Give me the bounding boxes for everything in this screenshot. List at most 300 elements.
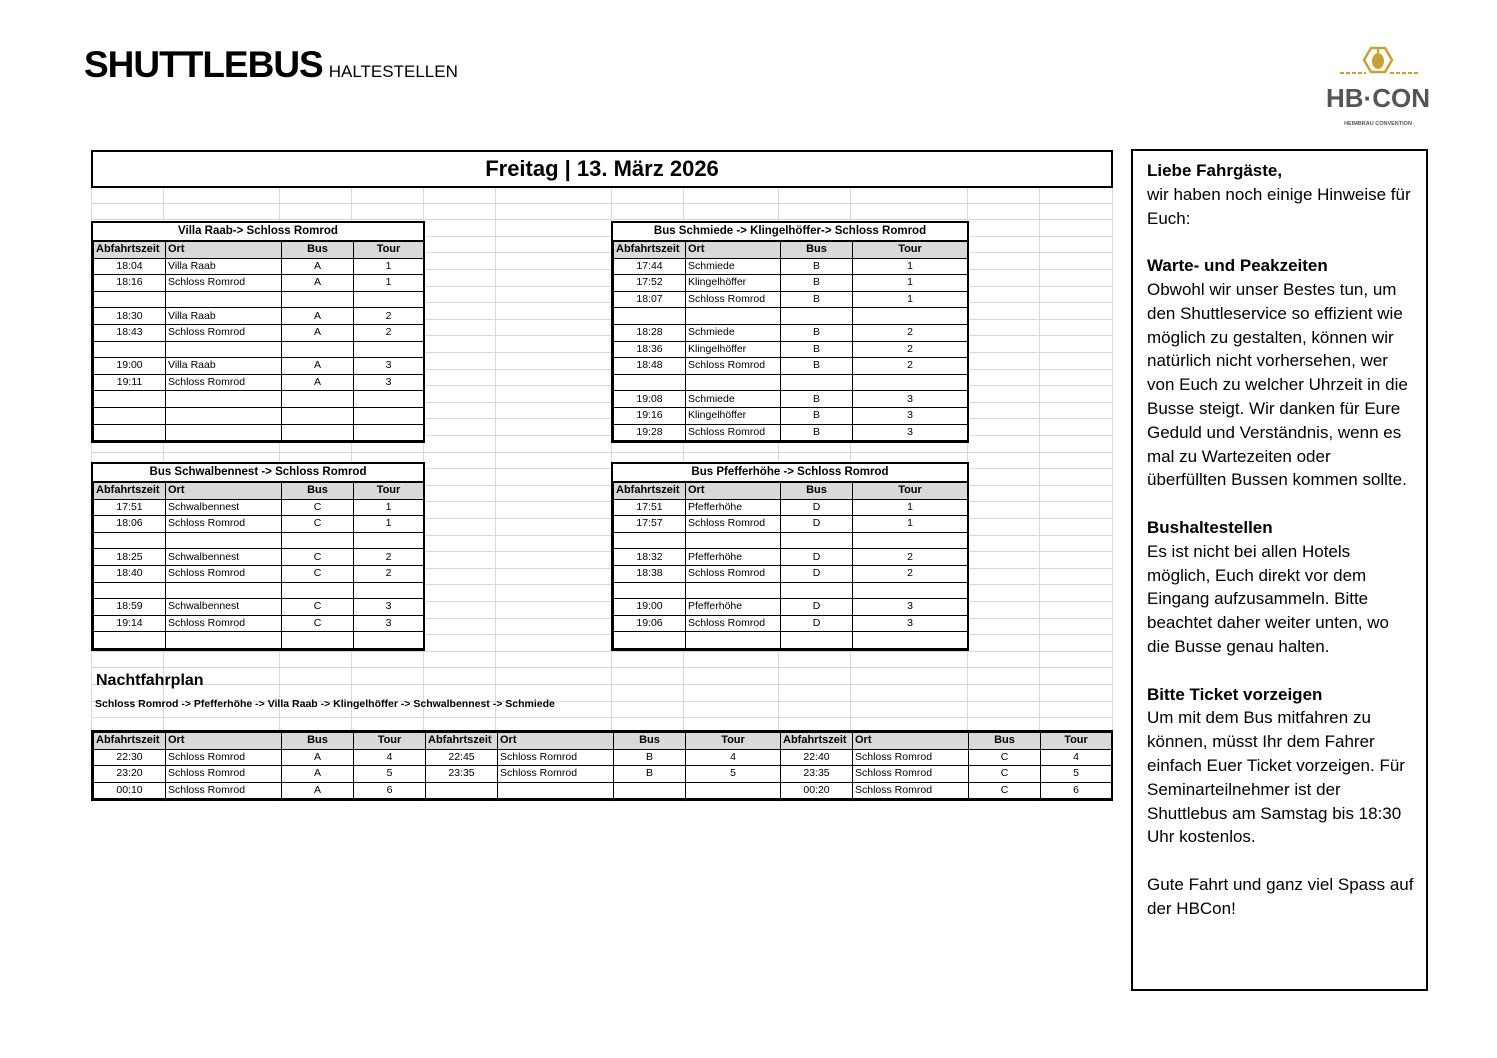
cell-bus: [781, 582, 853, 599]
table-row: [94, 374, 424, 391]
cell-place: [686, 308, 781, 325]
cell-time: 18:28: [614, 324, 686, 341]
cell-tour: 4: [1041, 749, 1112, 766]
logo-tagline: HEIMBRAU CONVENTION: [1344, 121, 1412, 127]
col-ort: Ort: [686, 242, 781, 259]
cell-place: Schloss Romrod: [498, 749, 614, 766]
cell-time: 18:04: [94, 258, 166, 275]
cell-time: 18:43: [94, 324, 166, 341]
table-title: Bus Schmiede -> Klingelhöffer-> Schloss Romrod: [613, 223, 967, 241]
cell-tour: [853, 532, 968, 549]
cell-place: Schmiede: [686, 391, 781, 408]
table-row: [614, 615, 968, 632]
col-bus: Bus: [781, 483, 853, 500]
table-row: [94, 582, 424, 599]
table-row: [94, 599, 424, 616]
col-abfahrtszeit: Abfahrtszeit: [94, 483, 166, 500]
table-title: Villa Raab-> Schloss Romrod: [93, 223, 423, 241]
col-bus: Bus: [969, 733, 1041, 750]
notes-text-wait: Obwohl wir unser Bestes tun, um den Shuttleservice so effizient wie möglich zu gestalten, können wir natürlich nicht vorhersehen, wer von Euch zu welcher Uhrzeit in die Busse steigt. Wir danken für Eure Geduld und Verständnis, wenn es mal zu Wartezeiten oder überfüllten Bussen kommen sollte.: [1147, 279, 1408, 490]
grid-line: [1112, 150, 1113, 802]
cell-bus: [781, 308, 853, 325]
cell-bus: C: [282, 549, 354, 566]
cell-tour: 3: [853, 391, 968, 408]
cell-bus: B: [781, 258, 853, 275]
table-row: [94, 516, 424, 533]
cell-bus: B: [781, 341, 853, 358]
cell-time: 17:51: [614, 499, 686, 516]
cell-tour: [853, 632, 968, 649]
cell-place: [686, 582, 781, 599]
table-row: [94, 358, 424, 375]
table-header-row: [94, 733, 1112, 750]
cell-time: 22:30: [94, 749, 166, 766]
cell-time: [94, 424, 166, 441]
table-row: [614, 516, 968, 533]
notes-text-stops: Es ist nicht bei allen Hotels möglich, Euch direkt vor dem Eingang aufzusammeln. Bitte beachtet daher weiter unten, wo die Busse genau halten.: [1147, 541, 1389, 656]
cell-bus: B: [781, 391, 853, 408]
cell-tour: 1: [354, 275, 424, 292]
table-row: [614, 582, 968, 599]
table-row: [614, 599, 968, 616]
cell-tour: [354, 424, 424, 441]
cell-time: 22:40: [781, 749, 853, 766]
cell-tour: 2: [853, 341, 968, 358]
table-row: [94, 782, 1112, 799]
cell-bus: D: [781, 565, 853, 582]
cell-tour: 6: [1041, 782, 1112, 799]
table-row: [614, 258, 968, 275]
cell-bus: C: [282, 599, 354, 616]
col-tour: Tour: [853, 242, 968, 259]
cell-tour: [354, 407, 424, 424]
cell-tour: 5: [1041, 766, 1112, 783]
notes-heading-wait: Warte- und Peakzeiten: [1147, 256, 1328, 276]
cell-time: [426, 782, 498, 799]
grid-line: [91, 717, 1113, 718]
notes-heading-stops: Bushaltestellen: [1147, 517, 1273, 537]
table-row: [614, 341, 968, 358]
cell-bus: [282, 632, 354, 649]
table-header-row: [614, 242, 968, 259]
col-tour: Tour: [1041, 733, 1112, 750]
cell-tour: [853, 308, 968, 325]
cell-time: 23:20: [94, 766, 166, 783]
grid-line: [91, 667, 1113, 668]
cell-place: Klingelhöffer: [686, 407, 781, 424]
passenger-notes: [1131, 149, 1428, 991]
cell-time: 18:38: [614, 565, 686, 582]
cell-place: Schloss Romrod: [686, 516, 781, 533]
cell-tour: 3: [354, 374, 424, 391]
hbcon-logo: [1326, 44, 1430, 130]
cell-place: Schloss Romrod: [686, 358, 781, 375]
cell-time: 19:28: [614, 424, 686, 441]
cell-bus: B: [781, 291, 853, 308]
cell-time: 00:20: [781, 782, 853, 799]
cell-time: [94, 341, 166, 358]
table-row: [94, 749, 1112, 766]
cell-tour: 2: [853, 358, 968, 375]
table-row: [94, 291, 424, 308]
col-ort: Ort: [498, 733, 614, 750]
col-bus: Bus: [282, 483, 354, 500]
col-ort: Ort: [853, 733, 969, 750]
table-row: [614, 324, 968, 341]
cell-tour: [354, 291, 424, 308]
table-row: [614, 358, 968, 375]
cell-bus: [614, 782, 686, 799]
table-row: [614, 407, 968, 424]
cell-place: Schmiede: [686, 324, 781, 341]
cell-tour: 2: [354, 324, 424, 341]
cell-bus: C: [969, 766, 1041, 783]
cell-bus: B: [781, 407, 853, 424]
cell-place: [166, 532, 282, 549]
cell-place: Schloss Romrod: [166, 324, 282, 341]
cell-place: [686, 374, 781, 391]
cell-time: [614, 308, 686, 325]
cell-place: Schloss Romrod: [166, 766, 282, 783]
grid-line: [91, 684, 1113, 685]
cell-tour: 2: [853, 565, 968, 582]
col-abfahrtszeit: Abfahrtszeit: [614, 483, 686, 500]
schedule-table-schwalbennest: [91, 462, 425, 651]
cell-place: [166, 582, 282, 599]
table-row: [614, 308, 968, 325]
cell-time: [94, 291, 166, 308]
notes-intro: wir haben noch einige Hinweise für Euch:: [1147, 184, 1411, 228]
cell-tour: 1: [354, 499, 424, 516]
cell-bus: [282, 532, 354, 549]
cell-time: 17:52: [614, 275, 686, 292]
title-text: SHUTTLEBUS: [84, 44, 323, 85]
table-row: [614, 532, 968, 549]
schedule-table-villa-raab: [91, 221, 425, 443]
cell-bus: B: [614, 766, 686, 783]
cell-tour: 1: [853, 275, 968, 292]
day-banner: Freitag | 13. März 2026: [91, 150, 1113, 188]
cell-place: Schloss Romrod: [166, 782, 282, 799]
hop-icon: [1326, 44, 1430, 130]
cell-time: [94, 407, 166, 424]
cell-time: [94, 582, 166, 599]
cell-time: 19:00: [94, 358, 166, 375]
cell-time: [614, 632, 686, 649]
cell-place: [686, 632, 781, 649]
cell-bus: A: [282, 358, 354, 375]
cell-tour: 1: [853, 258, 968, 275]
grid-line: [91, 651, 1113, 652]
cell-tour: [686, 782, 781, 799]
cell-bus: [282, 291, 354, 308]
cell-bus: A: [282, 782, 354, 799]
cell-time: 23:35: [781, 766, 853, 783]
cell-bus: [282, 391, 354, 408]
col-tour: Tour: [354, 242, 424, 259]
cell-place: Villa Raab: [166, 358, 282, 375]
cell-time: 17:57: [614, 516, 686, 533]
table-title: Bus Schwalbennest -> Schloss Romrod: [93, 464, 423, 482]
col-tour: Tour: [354, 733, 426, 750]
cell-bus: B: [781, 424, 853, 441]
grid-line: [1039, 150, 1040, 802]
table-grid: [93, 482, 424, 649]
cell-place: Schloss Romrod: [498, 766, 614, 783]
cell-place: [166, 424, 282, 441]
cell-time: [614, 374, 686, 391]
cell-bus: B: [781, 358, 853, 375]
cell-tour: 2: [354, 549, 424, 566]
cell-tour: 3: [354, 358, 424, 375]
cell-bus: A: [282, 749, 354, 766]
col-bus: Bus: [614, 733, 686, 750]
table-title: Bus Pfefferhöhe -> Schloss Romrod: [613, 464, 967, 482]
cell-tour: 2: [853, 324, 968, 341]
cell-bus: D: [781, 599, 853, 616]
cell-place: Klingelhöffer: [686, 275, 781, 292]
cell-time: 17:44: [614, 258, 686, 275]
cell-time: 18:40: [94, 565, 166, 582]
cell-time: [614, 582, 686, 599]
cell-tour: 1: [853, 516, 968, 533]
cell-place: Klingelhöffer: [686, 341, 781, 358]
cell-bus: [781, 532, 853, 549]
cell-tour: 2: [354, 565, 424, 582]
cell-place: Pfefferhöhe: [686, 599, 781, 616]
cell-place: Schloss Romrod: [166, 374, 282, 391]
cell-tour: 5: [354, 766, 426, 783]
table-header-row: [614, 483, 968, 500]
table-row: [614, 549, 968, 566]
cell-place: Schwalbennest: [166, 599, 282, 616]
schedule-table-schmiede: [611, 221, 969, 443]
cell-tour: 6: [354, 782, 426, 799]
cell-time: 18:07: [614, 291, 686, 308]
cell-tour: [354, 532, 424, 549]
cell-tour: [853, 374, 968, 391]
cell-time: 19:14: [94, 615, 166, 632]
cell-bus: C: [282, 499, 354, 516]
col-abfahrtszeit: Abfahrtszeit: [94, 733, 166, 750]
cell-time: 19:06: [614, 615, 686, 632]
cell-place: Schwalbennest: [166, 549, 282, 566]
cell-place: [166, 407, 282, 424]
cell-time: 18:36: [614, 341, 686, 358]
table-grid: [93, 732, 1112, 799]
cell-bus: A: [282, 308, 354, 325]
cell-time: 18:06: [94, 516, 166, 533]
table-row: [614, 499, 968, 516]
cell-place: Schloss Romrod: [166, 615, 282, 632]
cell-tour: 2: [853, 549, 968, 566]
cell-bus: C: [282, 565, 354, 582]
cell-tour: 3: [853, 599, 968, 616]
page-title: [84, 44, 458, 86]
cell-bus: B: [614, 749, 686, 766]
cell-tour: [853, 582, 968, 599]
cell-time: [94, 391, 166, 408]
logo-text: HB·CON: [1326, 83, 1430, 113]
cell-bus: A: [282, 275, 354, 292]
cell-place: [166, 391, 282, 408]
table-grid: [93, 241, 424, 441]
cell-bus: [282, 582, 354, 599]
cell-bus: C: [282, 516, 354, 533]
cell-tour: 4: [686, 749, 781, 766]
table-grid: [613, 241, 968, 441]
col-ort: Ort: [166, 242, 282, 259]
cell-time: 19:00: [614, 599, 686, 616]
cell-place: Schloss Romrod: [853, 766, 969, 783]
table-row: [94, 549, 424, 566]
cell-place: Villa Raab: [166, 258, 282, 275]
night-schedule-title: Nachtfahrplan: [96, 672, 204, 689]
col-bus: Bus: [282, 733, 354, 750]
cell-time: 00:10: [94, 782, 166, 799]
table-row: [94, 275, 424, 292]
cell-place: Villa Raab: [166, 308, 282, 325]
cell-tour: 1: [853, 499, 968, 516]
table-row: [94, 632, 424, 649]
col-ort: Ort: [686, 483, 781, 500]
col-bus: Bus: [282, 242, 354, 259]
table-row: [614, 565, 968, 582]
cell-place: [686, 532, 781, 549]
cell-time: 18:32: [614, 549, 686, 566]
cell-bus: B: [781, 324, 853, 341]
cell-bus: [781, 374, 853, 391]
table-grid: [613, 482, 968, 649]
cell-time: [94, 632, 166, 649]
cell-place: [166, 632, 282, 649]
cell-time: 19:16: [614, 407, 686, 424]
col-bus: Bus: [781, 242, 853, 259]
table-row: [94, 391, 424, 408]
col-ort: Ort: [166, 733, 282, 750]
cell-bus: D: [781, 516, 853, 533]
cell-bus: D: [781, 615, 853, 632]
cell-place: [166, 291, 282, 308]
cell-place: [166, 341, 282, 358]
night-schedule-table: [91, 730, 1113, 801]
page-subtitle: HALTESTELLEN: [328, 62, 458, 81]
cell-place: Pfefferhöhe: [686, 549, 781, 566]
cell-tour: 3: [853, 615, 968, 632]
cell-tour: 2: [354, 308, 424, 325]
cell-bus: [282, 407, 354, 424]
table-row: [614, 291, 968, 308]
cell-bus: A: [282, 258, 354, 275]
table-row: [614, 424, 968, 441]
cell-tour: [354, 632, 424, 649]
cell-place: Schloss Romrod: [166, 275, 282, 292]
table-row: [614, 632, 968, 649]
cell-place: Schloss Romrod: [853, 749, 969, 766]
schedule-table-pfefferhoehe: [611, 462, 969, 651]
cell-time: 18:59: [94, 599, 166, 616]
grid-line: [91, 203, 1113, 204]
cell-tour: 5: [686, 766, 781, 783]
table-row: [94, 615, 424, 632]
cell-tour: 1: [354, 258, 424, 275]
col-ort: Ort: [166, 483, 282, 500]
cell-tour: [354, 391, 424, 408]
cell-place: [498, 782, 614, 799]
table-row: [94, 424, 424, 441]
notes-text-ticket: Um mit dem Bus mitfahren zu können, müsst Ihr dem Fahrer einfach Euer Ticket vorzeigen. Für Seminarteilnehmer ist der Shuttlebus am Samstag bis 18:30 Uhr kostenlos.: [1147, 708, 1405, 847]
cell-time: 17:51: [94, 499, 166, 516]
cell-time: 23:35: [426, 766, 498, 783]
cell-time: 18:16: [94, 275, 166, 292]
cell-bus: D: [781, 499, 853, 516]
cell-bus: [282, 341, 354, 358]
notes-heading-ticket: Bitte Ticket vorzeigen: [1147, 684, 1323, 704]
cell-tour: 1: [354, 516, 424, 533]
table-row: [94, 766, 1112, 783]
cell-bus: B: [781, 275, 853, 292]
col-tour: Tour: [686, 733, 781, 750]
cell-place: Schloss Romrod: [166, 565, 282, 582]
col-abfahrtszeit: Abfahrtszeit: [781, 733, 853, 750]
notes-closing: Gute Fahrt und ganz viel Spass auf der HBCon!: [1147, 874, 1414, 918]
table-row: [94, 499, 424, 516]
col-tour: Tour: [853, 483, 968, 500]
notes-greeting: Liebe Fahrgäste,: [1147, 161, 1283, 180]
table-row: [94, 324, 424, 341]
cell-tour: [354, 582, 424, 599]
grid-line: [91, 452, 1113, 453]
cell-tour: 1: [853, 291, 968, 308]
table-row: [94, 565, 424, 582]
col-tour: Tour: [354, 483, 424, 500]
cell-bus: A: [282, 374, 354, 391]
cell-place: Pfefferhöhe: [686, 499, 781, 516]
cell-time: 18:48: [614, 358, 686, 375]
table-row: [94, 407, 424, 424]
table-row: [94, 532, 424, 549]
cell-place: Schloss Romrod: [166, 516, 282, 533]
cell-time: 18:25: [94, 549, 166, 566]
cell-place: Schloss Romrod: [686, 615, 781, 632]
cell-bus: [781, 632, 853, 649]
cell-time: 19:08: [614, 391, 686, 408]
col-abfahrtszeit: Abfahrtszeit: [94, 242, 166, 259]
night-route: Schloss Romrod -> Pfefferhöhe -> Villa Raab -> Klingelhöffer -> Schwalbennest -> Schmiede: [95, 698, 555, 710]
cell-bus: C: [969, 782, 1041, 799]
cell-bus: [282, 424, 354, 441]
col-abfahrtszeit: Abfahrtszeit: [426, 733, 498, 750]
cell-time: [94, 532, 166, 549]
cell-time: [614, 532, 686, 549]
cell-place: Schloss Romrod: [686, 565, 781, 582]
col-abfahrtszeit: Abfahrtszeit: [614, 242, 686, 259]
table-row: [614, 374, 968, 391]
cell-place: Schloss Romrod: [686, 291, 781, 308]
table-header-row: [94, 483, 424, 500]
cell-place: Schmiede: [686, 258, 781, 275]
cell-bus: C: [969, 749, 1041, 766]
table-row: [94, 308, 424, 325]
table-row: [94, 258, 424, 275]
cell-tour: [354, 341, 424, 358]
cell-place: Schloss Romrod: [853, 782, 969, 799]
cell-time: 19:11: [94, 374, 166, 391]
cell-tour: 3: [354, 599, 424, 616]
table-header-row: [94, 242, 424, 259]
cell-time: 22:45: [426, 749, 498, 766]
cell-bus: D: [781, 549, 853, 566]
